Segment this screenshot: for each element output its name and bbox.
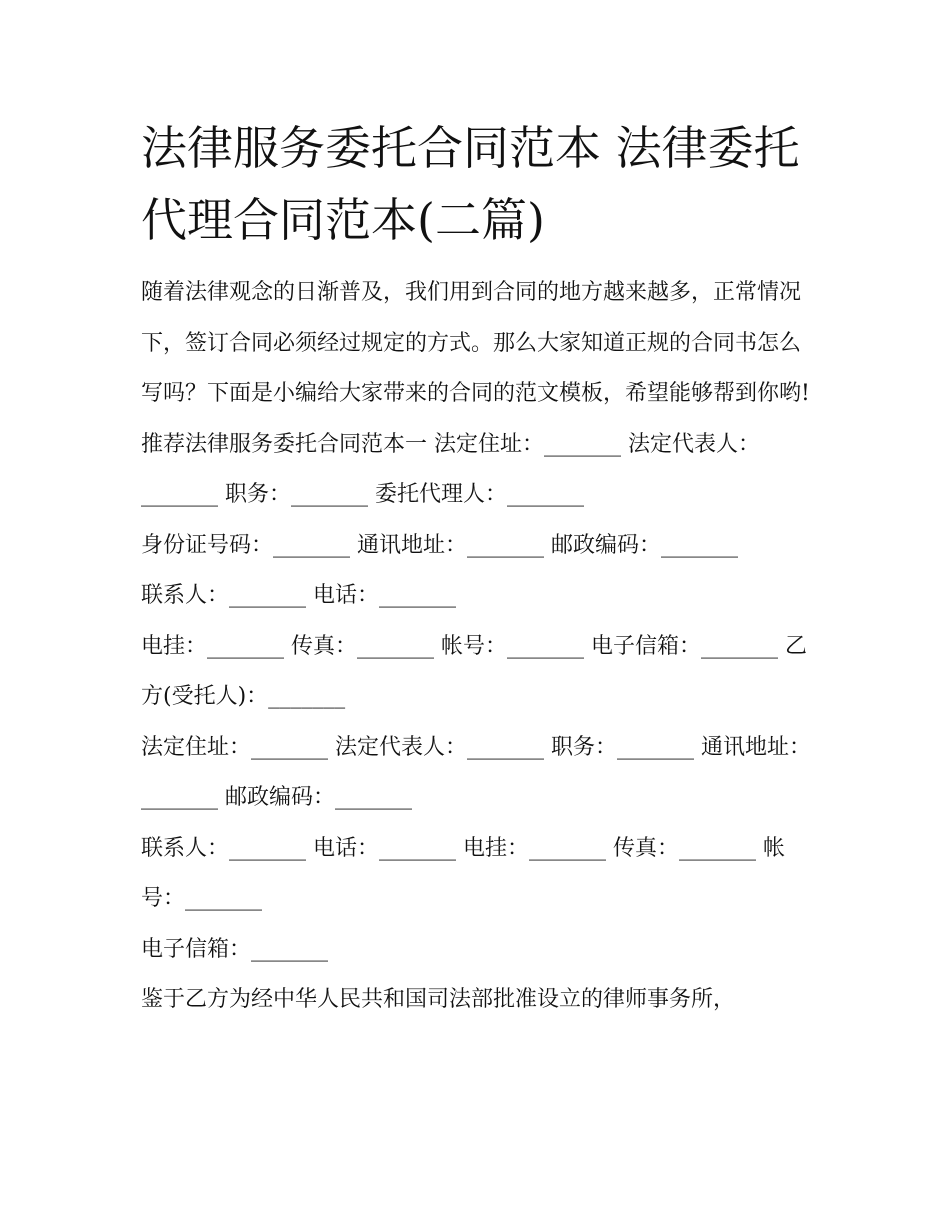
party-a-header: 推荐法律服务委托合同范本一 法定住址：_______ 法定代表人：_______ 职务：_______ 委托代理人：_______ xyxy=(141,431,760,507)
party-b-email: 电子信箱：_______ xyxy=(141,936,329,962)
party-a-id-address: 身份证号码：_______ 通讯地址：_______ 邮政编码：_______ xyxy=(141,532,738,558)
party-a-contact: 联系人：_______ 电话：_______ xyxy=(141,583,456,608)
document-title: 法律服务委托合同范本 法律委托代理合同范本(二篇) xyxy=(141,121,800,247)
document-page xyxy=(141,112,821,1026)
party-b-address: 法定住址：_______ 法定代表人：_______ 职务：_______ 通讯地址：_______ 邮政编码：_______ xyxy=(141,734,811,810)
party-b-contact: 联系人：_______ 电话：_______ 电挂：_______ 传真：_______ 帐号：_______ xyxy=(141,835,785,911)
whereas-paragraph: 鉴于乙方为经中华人民共和国司法部批准设立的律师事务所， xyxy=(141,987,736,1012)
intro-paragraph: 随着法律观念的日渐普及，我们用到合同的地方越来越多，正常情况下，签订合同必须经过规定的方式。那么大家知道正规的合同书怎么写吗？下面是小编给大家带来的合同的范文模板，希望能够帮到你哟! xyxy=(141,280,810,406)
party-a-telegraph-fax: 电挂：_______ 传真：_______ 帐号：_______ 电子信箱：_______ 乙方(受托人)：_______ xyxy=(141,633,807,709)
